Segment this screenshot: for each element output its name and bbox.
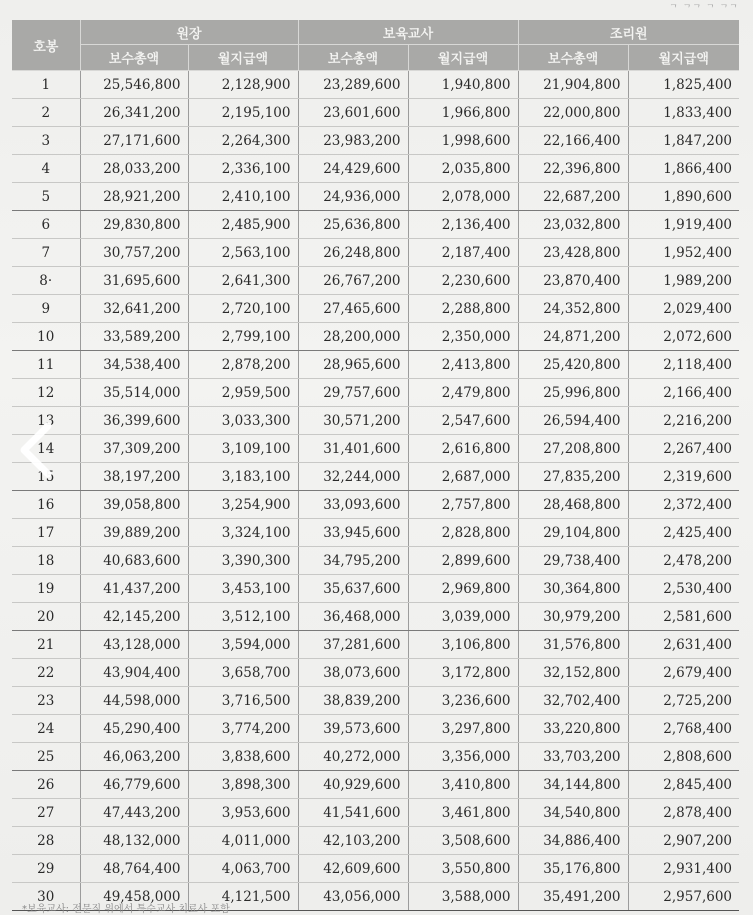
chevron-left-icon — [14, 420, 58, 480]
teacher-monthly-cell: 2,413,800 — [408, 351, 518, 379]
teacher-total-cell: 39,573,600 — [298, 715, 408, 743]
director-monthly-cell: 3,324,100 — [188, 519, 298, 547]
director-monthly-cell: 2,959,500 — [188, 379, 298, 407]
table-row — [12, 323, 739, 351]
director-total-cell: 43,904,400 — [80, 659, 188, 687]
step-cell: 16 — [12, 491, 80, 519]
director-monthly-cell: 3,390,300 — [188, 547, 298, 575]
cook-total-cell: 23,032,800 — [518, 211, 628, 239]
teacher-monthly-cell: 3,297,800 — [408, 715, 518, 743]
cook-monthly-cell: 2,372,400 — [628, 491, 739, 519]
step-cell: 24 — [12, 715, 80, 743]
director-monthly-cell: 2,563,100 — [188, 239, 298, 267]
teacher-monthly-cell: 3,588,000 — [408, 883, 518, 911]
teacher-total-cell: 34,795,200 — [298, 547, 408, 575]
cook-total-cell: 31,576,800 — [518, 631, 628, 659]
cook-total-cell: 23,870,400 — [518, 267, 628, 295]
teacher-total-cell: 29,757,600 — [298, 379, 408, 407]
table-row — [12, 127, 739, 155]
cook-monthly-cell: 1,833,400 — [628, 99, 739, 127]
teacher-total-cell: 26,767,200 — [298, 267, 408, 295]
teacher-monthly-cell: 2,187,400 — [408, 239, 518, 267]
step-cell: 29 — [12, 855, 80, 883]
director-total-cell: 46,063,200 — [80, 743, 188, 771]
teacher-monthly-cell: 2,288,800 — [408, 295, 518, 323]
header-group-teacher: 보육교사 — [298, 20, 518, 45]
teacher-total-cell: 23,601,600 — [298, 99, 408, 127]
table-row — [12, 379, 739, 407]
teacher-monthly-cell: 3,039,000 — [408, 603, 518, 631]
table-body — [12, 71, 739, 911]
cook-total-cell: 21,904,800 — [518, 71, 628, 99]
step-cell: 28 — [12, 827, 80, 855]
cook-monthly-cell: 1,847,200 — [628, 127, 739, 155]
teacher-total-cell: 35,637,600 — [298, 575, 408, 603]
step-cell: 30 — [12, 883, 80, 911]
director-total-cell: 42,145,200 — [80, 603, 188, 631]
teacher-monthly-cell: 3,172,800 — [408, 659, 518, 687]
cook-monthly-cell: 2,319,600 — [628, 463, 739, 491]
cook-monthly-cell: 1,866,400 — [628, 155, 739, 183]
director-total-cell: 35,514,000 — [80, 379, 188, 407]
teacher-monthly-cell: 3,356,000 — [408, 743, 518, 771]
cook-monthly-cell: 1,989,200 — [628, 267, 739, 295]
header-sub-total: 보수총액 — [80, 45, 188, 71]
cook-total-cell: 35,176,800 — [518, 855, 628, 883]
step-cell: 12 — [12, 379, 80, 407]
director-monthly-cell: 3,453,100 — [188, 575, 298, 603]
table-row — [12, 771, 739, 799]
table-row — [12, 211, 739, 239]
step-cell: 4 — [12, 155, 80, 183]
step-cell: 15 — [12, 463, 80, 491]
cook-total-cell: 34,144,800 — [518, 771, 628, 799]
director-monthly-cell: 2,336,100 — [188, 155, 298, 183]
director-monthly-cell: 3,774,200 — [188, 715, 298, 743]
step-cell: 3 — [12, 127, 80, 155]
cook-total-cell: 22,396,800 — [518, 155, 628, 183]
step-cell: 6 — [12, 211, 80, 239]
director-total-cell: 49,458,000 — [80, 883, 188, 911]
teacher-monthly-cell: 2,479,800 — [408, 379, 518, 407]
step-cell: 23 — [12, 687, 80, 715]
teacher-total-cell: 38,073,600 — [298, 659, 408, 687]
cook-total-cell: 27,835,200 — [518, 463, 628, 491]
header-group-director: 원장 — [80, 20, 298, 45]
director-monthly-cell: 2,485,900 — [188, 211, 298, 239]
step-cell: 27 — [12, 799, 80, 827]
director-monthly-cell: 3,512,100 — [188, 603, 298, 631]
cook-total-cell: 28,468,800 — [518, 491, 628, 519]
director-monthly-cell: 3,658,700 — [188, 659, 298, 687]
cook-monthly-cell: 2,581,600 — [628, 603, 739, 631]
director-monthly-cell: 2,195,100 — [188, 99, 298, 127]
director-monthly-cell: 4,121,500 — [188, 883, 298, 911]
table-header — [12, 20, 739, 71]
table-row — [12, 239, 739, 267]
cook-monthly-cell: 2,768,400 — [628, 715, 739, 743]
header-sub-monthly: 월지급액 — [628, 45, 739, 71]
teacher-monthly-cell: 2,899,600 — [408, 547, 518, 575]
teacher-monthly-cell: 2,350,000 — [408, 323, 518, 351]
teacher-monthly-cell: 2,547,600 — [408, 407, 518, 435]
cook-total-cell: 34,886,400 — [518, 827, 628, 855]
cook-monthly-cell: 2,216,200 — [628, 407, 739, 435]
teacher-total-cell: 37,281,600 — [298, 631, 408, 659]
director-monthly-cell: 3,838,600 — [188, 743, 298, 771]
teacher-monthly-cell: 2,616,800 — [408, 435, 518, 463]
step-cell: 25 — [12, 743, 80, 771]
director-monthly-cell: 3,109,100 — [188, 435, 298, 463]
cook-total-cell: 34,540,800 — [518, 799, 628, 827]
teacher-total-cell: 38,839,200 — [298, 687, 408, 715]
teacher-monthly-cell: 2,828,800 — [408, 519, 518, 547]
cook-monthly-cell: 2,725,200 — [628, 687, 739, 715]
director-total-cell: 48,764,400 — [80, 855, 188, 883]
table-row — [12, 855, 739, 883]
cook-monthly-cell: 2,631,400 — [628, 631, 739, 659]
director-total-cell: 44,598,000 — [80, 687, 188, 715]
table-row — [12, 519, 739, 547]
step-cell: 13 — [12, 407, 80, 435]
table-row — [12, 743, 739, 771]
teacher-total-cell: 28,200,000 — [298, 323, 408, 351]
table-row — [12, 631, 739, 659]
teacher-monthly-cell: 1,966,800 — [408, 99, 518, 127]
table-row — [12, 715, 739, 743]
director-total-cell: 32,641,200 — [80, 295, 188, 323]
step-cell: 18 — [12, 547, 80, 575]
cook-monthly-cell: 2,845,400 — [628, 771, 739, 799]
director-monthly-cell: 4,011,000 — [188, 827, 298, 855]
director-monthly-cell: 2,410,100 — [188, 183, 298, 211]
director-monthly-cell: 2,264,300 — [188, 127, 298, 155]
director-monthly-cell: 3,033,300 — [188, 407, 298, 435]
director-monthly-cell: 2,799,100 — [188, 323, 298, 351]
cook-monthly-cell: 2,878,400 — [628, 799, 739, 827]
cook-total-cell: 25,420,800 — [518, 351, 628, 379]
step-cell: 22 — [12, 659, 80, 687]
director-monthly-cell: 3,254,900 — [188, 491, 298, 519]
cook-total-cell: 33,220,800 — [518, 715, 628, 743]
director-total-cell: 27,171,600 — [80, 127, 188, 155]
cook-monthly-cell: 2,907,200 — [628, 827, 739, 855]
footnote: *보육교사: 전문직 위에서 특수교사 치료사 포함 — [22, 904, 230, 915]
director-monthly-cell: 2,720,100 — [188, 295, 298, 323]
teacher-total-cell: 28,965,600 — [298, 351, 408, 379]
cook-monthly-cell: 1,919,400 — [628, 211, 739, 239]
director-total-cell: 37,309,200 — [80, 435, 188, 463]
director-monthly-cell: 3,594,000 — [188, 631, 298, 659]
cook-monthly-cell: 2,478,200 — [628, 547, 739, 575]
cook-total-cell: 33,703,200 — [518, 743, 628, 771]
director-monthly-cell: 2,641,300 — [188, 267, 298, 295]
director-total-cell: 39,889,200 — [80, 519, 188, 547]
previous-page-button[interactable] — [14, 420, 58, 480]
teacher-total-cell: 24,429,600 — [298, 155, 408, 183]
director-total-cell: 30,757,200 — [80, 239, 188, 267]
cook-total-cell: 24,871,200 — [518, 323, 628, 351]
table-row — [12, 491, 739, 519]
table-row — [12, 295, 739, 323]
director-total-cell: 29,830,800 — [80, 211, 188, 239]
table-row — [12, 603, 739, 631]
step-cell: 26 — [12, 771, 80, 799]
director-total-cell: 28,921,200 — [80, 183, 188, 211]
cook-total-cell: 30,979,200 — [518, 603, 628, 631]
cook-monthly-cell: 2,029,400 — [628, 295, 739, 323]
cook-total-cell: 30,364,800 — [518, 575, 628, 603]
director-total-cell: 45,290,400 — [80, 715, 188, 743]
step-cell: 5 — [12, 183, 80, 211]
table-row — [12, 799, 739, 827]
director-total-cell: 31,695,600 — [80, 267, 188, 295]
teacher-total-cell: 31,401,600 — [298, 435, 408, 463]
director-monthly-cell: 3,898,300 — [188, 771, 298, 799]
director-monthly-cell: 2,878,200 — [188, 351, 298, 379]
cook-monthly-cell: 2,530,400 — [628, 575, 739, 603]
step-cell: 19 — [12, 575, 80, 603]
step-cell: 8· — [12, 267, 80, 295]
cook-total-cell: 24,352,800 — [518, 295, 628, 323]
table-row — [12, 99, 739, 127]
director-total-cell: 28,033,200 — [80, 155, 188, 183]
director-total-cell: 43,128,000 — [80, 631, 188, 659]
teacher-total-cell: 33,093,600 — [298, 491, 408, 519]
director-total-cell: 36,399,600 — [80, 407, 188, 435]
salary-table — [12, 20, 739, 911]
teacher-monthly-cell: 2,136,400 — [408, 211, 518, 239]
teacher-monthly-cell: 2,757,800 — [408, 491, 518, 519]
cook-monthly-cell: 2,957,600 — [628, 883, 739, 911]
step-cell: 1 — [12, 71, 80, 99]
cook-total-cell: 29,104,800 — [518, 519, 628, 547]
cook-total-cell: 26,594,400 — [518, 407, 628, 435]
table-row — [12, 687, 739, 715]
director-monthly-cell: 3,183,100 — [188, 463, 298, 491]
step-cell: 14 — [12, 435, 80, 463]
cook-total-cell: 35,491,200 — [518, 883, 628, 911]
teacher-total-cell: 36,468,000 — [298, 603, 408, 631]
step-cell: 21 — [12, 631, 80, 659]
director-total-cell: 25,546,800 — [80, 71, 188, 99]
table-row — [12, 575, 739, 603]
page-corner-mark: ᄀ ᄀᄀ ᄀ ᄀᄀ — [669, 5, 739, 15]
cook-total-cell: 27,208,800 — [518, 435, 628, 463]
teacher-total-cell: 26,248,800 — [298, 239, 408, 267]
teacher-monthly-cell: 3,550,800 — [408, 855, 518, 883]
director-total-cell: 38,197,200 — [80, 463, 188, 491]
teacher-monthly-cell: 2,230,600 — [408, 267, 518, 295]
cook-monthly-cell: 2,118,400 — [628, 351, 739, 379]
step-cell: 7 — [12, 239, 80, 267]
cook-monthly-cell: 2,166,400 — [628, 379, 739, 407]
table-row — [12, 267, 739, 295]
teacher-total-cell: 40,272,000 — [298, 743, 408, 771]
cook-monthly-cell: 1,890,600 — [628, 183, 739, 211]
cook-total-cell: 29,738,400 — [518, 547, 628, 575]
step-cell: 2 — [12, 99, 80, 127]
table-row — [12, 71, 739, 99]
cook-total-cell: 22,166,400 — [518, 127, 628, 155]
cook-monthly-cell: 2,072,600 — [628, 323, 739, 351]
teacher-monthly-cell: 3,106,800 — [408, 631, 518, 659]
cook-total-cell: 32,702,400 — [518, 687, 628, 715]
teacher-total-cell: 32,244,000 — [298, 463, 408, 491]
cook-total-cell: 25,996,800 — [518, 379, 628, 407]
cook-total-cell: 22,000,800 — [518, 99, 628, 127]
teacher-monthly-cell: 3,461,800 — [408, 799, 518, 827]
director-total-cell: 48,132,000 — [80, 827, 188, 855]
table-row — [12, 827, 739, 855]
director-total-cell: 26,341,200 — [80, 99, 188, 127]
teacher-total-cell: 43,056,000 — [298, 883, 408, 911]
step-cell: 11 — [12, 351, 80, 379]
teacher-total-cell: 33,945,600 — [298, 519, 408, 547]
teacher-monthly-cell: 2,969,800 — [408, 575, 518, 603]
teacher-monthly-cell: 3,236,600 — [408, 687, 518, 715]
step-cell: 9 — [12, 295, 80, 323]
table-row — [12, 183, 739, 211]
director-total-cell: 34,538,400 — [80, 351, 188, 379]
teacher-monthly-cell: 1,998,600 — [408, 127, 518, 155]
teacher-monthly-cell: 2,687,000 — [408, 463, 518, 491]
header-step: 호봉 — [12, 20, 80, 71]
director-total-cell: 47,443,200 — [80, 799, 188, 827]
table-row — [12, 463, 739, 491]
header-sub-total: 보수총액 — [518, 45, 628, 71]
teacher-total-cell: 30,571,200 — [298, 407, 408, 435]
teacher-total-cell: 23,289,600 — [298, 71, 408, 99]
cook-monthly-cell: 2,679,400 — [628, 659, 739, 687]
director-total-cell: 46,779,600 — [80, 771, 188, 799]
cook-monthly-cell: 1,825,400 — [628, 71, 739, 99]
director-total-cell: 39,058,800 — [80, 491, 188, 519]
step-cell: 17 — [12, 519, 80, 547]
teacher-total-cell: 40,929,600 — [298, 771, 408, 799]
teacher-total-cell: 24,936,000 — [298, 183, 408, 211]
cook-monthly-cell: 2,425,400 — [628, 519, 739, 547]
teacher-total-cell: 23,983,200 — [298, 127, 408, 155]
header-sub-monthly: 월지급액 — [408, 45, 518, 71]
teacher-monthly-cell: 3,410,800 — [408, 771, 518, 799]
cook-monthly-cell: 2,808,600 — [628, 743, 739, 771]
teacher-monthly-cell: 2,078,000 — [408, 183, 518, 211]
table-row — [12, 155, 739, 183]
header-sub-monthly: 월지급액 — [188, 45, 298, 71]
director-monthly-cell: 4,063,700 — [188, 855, 298, 883]
cook-total-cell: 22,687,200 — [518, 183, 628, 211]
table-row — [12, 407, 739, 435]
teacher-total-cell: 25,636,800 — [298, 211, 408, 239]
step-cell: 20 — [12, 603, 80, 631]
table-row — [12, 547, 739, 575]
teacher-total-cell: 42,103,200 — [298, 827, 408, 855]
director-monthly-cell: 2,128,900 — [188, 71, 298, 99]
cook-monthly-cell: 2,267,400 — [628, 435, 739, 463]
table-row — [12, 351, 739, 379]
teacher-total-cell: 42,609,600 — [298, 855, 408, 883]
teacher-monthly-cell: 3,508,600 — [408, 827, 518, 855]
teacher-monthly-cell: 2,035,800 — [408, 155, 518, 183]
table-row — [12, 659, 739, 687]
cook-total-cell: 23,428,800 — [518, 239, 628, 267]
director-total-cell: 33,589,200 — [80, 323, 188, 351]
director-total-cell: 40,683,600 — [80, 547, 188, 575]
cook-total-cell: 32,152,800 — [518, 659, 628, 687]
cook-monthly-cell: 1,952,400 — [628, 239, 739, 267]
header-group-cook: 조리원 — [518, 20, 739, 45]
table-row — [12, 435, 739, 463]
director-total-cell: 41,437,200 — [80, 575, 188, 603]
step-cell: 10 — [12, 323, 80, 351]
teacher-total-cell: 41,541,600 — [298, 799, 408, 827]
teacher-monthly-cell: 1,940,800 — [408, 71, 518, 99]
header-sub-total: 보수총액 — [298, 45, 408, 71]
director-monthly-cell: 3,953,600 — [188, 799, 298, 827]
teacher-total-cell: 27,465,600 — [298, 295, 408, 323]
director-monthly-cell: 3,716,500 — [188, 687, 298, 715]
cook-monthly-cell: 2,931,400 — [628, 855, 739, 883]
